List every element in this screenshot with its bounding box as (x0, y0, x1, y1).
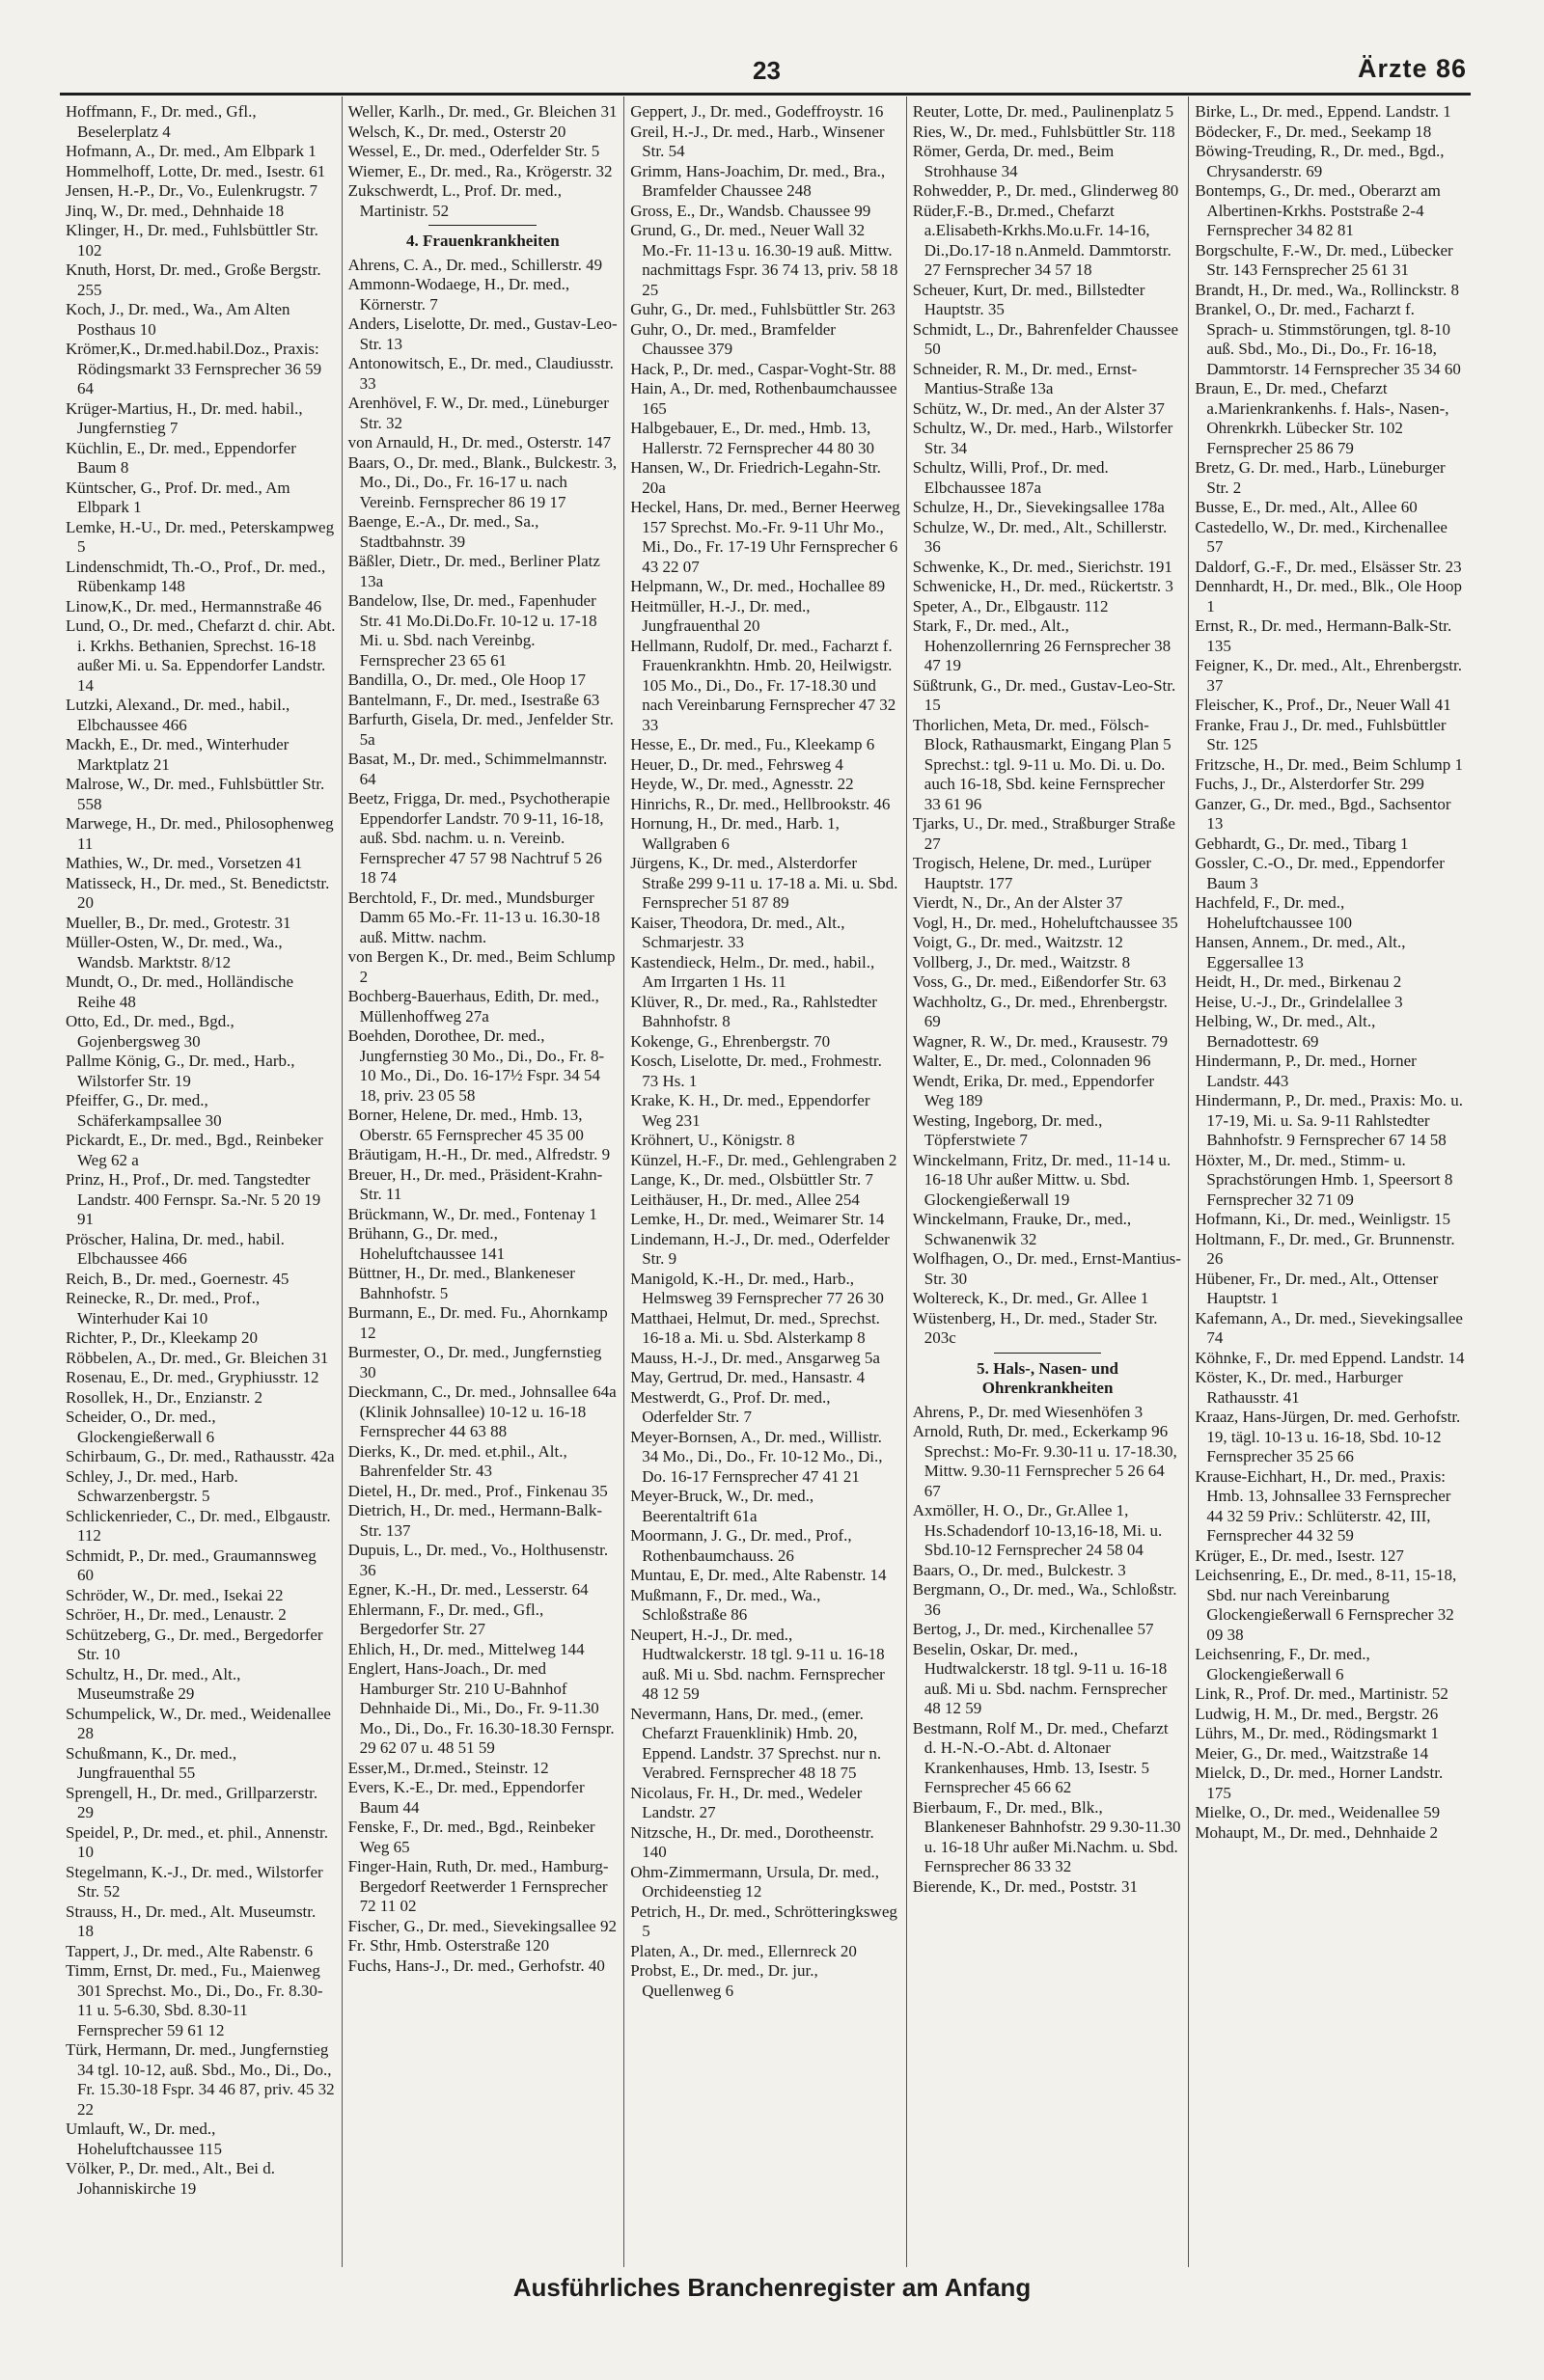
directory-entry: Schröer, H., Dr. med., Lenaustr. 2 (66, 1605, 287, 1624)
directory-entry: Fenske, F., Dr. med., Bgd., Reinbeker Weg 65 (347, 1818, 595, 1856)
directory-entry: Hansen, W., Dr. Friedrich-Legahn-Str. 20a (630, 458, 881, 497)
directory-entry: Lindemann, H.-J., Dr. med., Oderfelder Str. 9 (630, 1229, 890, 1268)
directory-entry: Wessel, E., Dr. med., Oderfelder Str. 5 (347, 142, 600, 160)
directory-entry: Krüger-Martius, H., Dr. med. habil., Jungfernstieg 7 (66, 398, 303, 437)
directory-entry: Schirbaum, G., Dr. med., Rathausstr. 42a (66, 1447, 335, 1465)
directory-entry: Hofmann, Ki., Dr. med., Weinligstr. 15 (1195, 1210, 1451, 1228)
directory-entry: Mestwerdt, G., Prof. Dr. med., Oderfelder Str. 7 (630, 1387, 831, 1426)
directory-entry: Welsch, K., Dr. med., Osterstr 20 (347, 122, 566, 141)
running-head: Ärzte 86 (1357, 54, 1467, 83)
directory-entry: Muntau, E, Dr. med., Alte Rabenstr. 14 (630, 1566, 887, 1584)
directory-entry: Mackh, E., Dr. med., Winterhuder Marktplatz 21 (66, 735, 290, 774)
directory-entry: Dierks, K., Dr. med. et.phil., Alt., Bahrenfelder Str. 43 (347, 1441, 567, 1480)
directory-entry: Reinecke, R., Dr. med., Prof., Winterhuder Kai 10 (66, 1289, 261, 1327)
directory-entry: Krause-Eichhart, H., Dr. med., Praxis: Hmb. 13, Johnsallee 33 Fernsprecher 44 32 59 Priv.: Schlüterstr. 42, III, Fernsprecher 44 32 59 (1195, 1466, 1451, 1545)
directory-entry: Malrose, W., Dr. med., Fuhlsbüttler Str. 558 (66, 775, 325, 813)
directory-entry: Leichsenring, F., Dr. med., Glockengießerwall 6 (1195, 1645, 1370, 1683)
directory-entry: Bierbaum, F., Dr. med., Blk., Blankeneser Bahnhofstr. 29 9.30-11.30 u. 16-18 Uhr außer Mi.Nachm. u. Sbd. Fernsprecher 86 33 32 (912, 1797, 1181, 1875)
directory-entry: Völker, P., Dr. med., Alt., Bei d. Johanniskirche 19 (66, 2159, 276, 2198)
directory-entry: Schumpelick, W., Dr. med., Weidenallee 28 (66, 1704, 331, 1742)
directory-entry: Barfurth, Gisela, Dr. med., Jenfelder Str. 5a (347, 710, 614, 749)
directory-entry: Link, R., Prof. Dr. med., Martinistr. 52 (1195, 1684, 1448, 1703)
directory-entry: Probst, E., Dr. med., Dr. jur., Quellenweg 6 (630, 1961, 818, 2000)
directory-entry: Nicolaus, Fr. H., Dr. med., Wedeler Landstr. 27 (630, 1783, 863, 1821)
directory-entry: Bäßler, Dietr., Dr. med., Berliner Platz 13a (347, 552, 600, 590)
directory-entry: Speidel, P., Dr. med., et. phil., Annenstr. 10 (66, 1822, 328, 1861)
directory-entry: Bochberg-Bauerhaus, Edith, Dr. med., Müllenhoffweg 27a (347, 987, 599, 1026)
directory-entry: Baars, O., Dr. med., Blank., Bulckestr. 3, Mo., Di., Do., Fr. 16-17 u. nach Vereinb. Fernsprecher 86 19 17 (347, 452, 618, 511)
directory-entry: Westing, Ingeborg, Dr. med., Töpferstwiete 7 (912, 1110, 1103, 1149)
directory-entry: Meyer-Bruck, W., Dr. med., Beerentaltrift 61a (630, 1487, 814, 1525)
directory-entry: Klüver, R., Dr. med., Ra., Rahlstedter Bahnhofstr. 8 (630, 992, 877, 1030)
directory-entry: Pfeiffer, G., Dr. med., Schäferkampsallee 30 (66, 1091, 222, 1130)
directory-entry: Dieckmann, C., Dr. med., Johnsallee 64a (Klinik Johnsallee) 10-12 u. 16-18 Fernsprecher 44 63 88 (347, 1382, 617, 1440)
directory-entry: Winckelmann, Fritz, Dr. med., 11-14 u. 16-18 Uhr außer Mittw. u. Sbd. Glockengießerwall 19 (912, 1150, 1172, 1209)
directory-entry: Kafemann, A., Dr. med., Sievekingsallee 74 (1195, 1308, 1463, 1347)
directory-entry: Schley, J., Dr. med., Harb. Schwarzenbergstr. 5 (66, 1466, 238, 1505)
directory-entry: Mundt, O., Dr. med., Holländische Reihe 48 (66, 972, 294, 1011)
directory-entry: Rosenau, E., Dr. med., Gryphiusstr. 12 (66, 1368, 319, 1386)
directory-entry: Schultz, Willi, Prof., Dr. med. Elbchaussee 187a (912, 458, 1109, 497)
directory-entry: Bergmann, O., Dr. med., Wa., Schloßstr. 36 (912, 1580, 1177, 1619)
column-5 (1188, 96, 1471, 2267)
directory-entry: Mielck, D., Dr. med., Horner Landstr. 175 (1195, 1764, 1444, 1802)
directory-entry: Borgschulte, F.-W., Dr. med., Lübecker Str. 143 Fernsprecher 25 61 31 (1195, 240, 1453, 279)
directory-entry: Castedello, W., Dr. med., Kirchenallee 57 (1195, 517, 1448, 556)
directory-entry: Meyer-Bornsen, A., Dr. med., Willistr. 34 Mo., Di., Do., Fr. 10-12 Mo., Di., Do. 16-17 Fernsprecher 47 41 21 (630, 1427, 883, 1486)
directory-entry: Anders, Liselotte, Dr. med., Gustav-Leo-Str. 13 (347, 315, 618, 353)
directory-entry: Fritzsche, H., Dr. med., Beim Schlump 1 (1195, 754, 1464, 774)
directory-entry: Fischer, G., Dr. med., Sievekingsallee 92 (347, 1916, 617, 1935)
directory-entry: Scheider, O., Dr. med., Glockengießerwall 6 (66, 1408, 216, 1446)
directory-entry: Höxter, M., Dr. med., Stimm- u. Sprachstörungen Hmb. 1, Speersort 8 Fernsprecher 32 71 09 (1195, 1150, 1453, 1209)
directory-entry: Franke, Frau J., Dr. med., Fuhlsbüttler Str. 125 (1195, 715, 1447, 753)
directory-entry: Timm, Ernst, Dr. med., Fu., Maienweg 301 Sprechst. Mo., Di., Do., Fr. 8.30-11 u. 5-6.30, Sbd. 8.30-11 Fernsprecher 59 61 12 (66, 1961, 323, 2039)
directory-entry: Ganzer, G., Dr. med., Bgd., Sachsentor 13 (1195, 794, 1451, 833)
directory-entry: Speter, A., Dr., Elbgaustr. 112 (912, 596, 1109, 616)
directory-entry: Pallme König, G., Dr. med., Harb., Wilstorfer Str. 19 (66, 1052, 295, 1090)
directory-entry: Geppert, J., Dr. med., Godeffroystr. 16 (630, 102, 884, 121)
directory-entry: Basat, M., Dr. med., Schimmelmannstr. 64 (347, 750, 608, 788)
directory-entry: Heidt, H., Dr. med., Birkenau 2 (1195, 972, 1402, 991)
directory-entry: Wendt, Erika, Dr. med., Eppendorfer Weg 189 (912, 1071, 1155, 1109)
directory-entry: Bräutigam, H.-H., Dr. med., Alfredstr. 9 (347, 1145, 611, 1163)
directory-entry: Kokenge, G., Ehrenbergstr. 70 (630, 1031, 831, 1051)
directory-entry: Gossler, C.-O., Dr. med., Eppendorfer Baum 3 (1195, 854, 1445, 892)
directory-entry: Hain, A., Dr. med, Rothenbaumchaussee 165 (630, 379, 897, 418)
directory-entry: Brankel, O., Dr. med., Facharzt f. Sprach- u. Stimmstörungen, tgl. 8-10 auß. Sbd., Mo., Di., Do., Fr. 16-18, Dammtorstr. 14 Fernsprecher 35 34 60 (1195, 300, 1461, 378)
directory-entry: Fleischer, K., Prof., Dr., Neuer Wall 41 (1195, 696, 1451, 714)
directory-entry: Bödecker, F., Dr. med., Seekamp 18 (1195, 122, 1432, 141)
directory-entry: Klinger, H., Dr. med., Fuhlsbüttler Str. 102 (66, 221, 318, 260)
header-rule (60, 93, 1471, 96)
directory-entry: Türk, Hermann, Dr. med., Jungfernstieg 34 tgl. 10-12, auß. Sbd., Mo., Di., Do., Fr. 15.30-18 Fspr. 34 46 87, priv. 45 32 22 (66, 2040, 335, 2119)
directory-entry: Schmidt, L., Dr., Bahrenfelder Chaussee 50 (912, 319, 1179, 358)
directory-entry: Brückmann, W., Dr. med., Fontenay 1 (347, 1204, 597, 1223)
directory-entry: Bierende, K., Dr. med., Poststr. 31 (912, 1876, 1139, 1896)
directory-entry: Heitmüller, H.-J., Dr. med., Jungfrauenthal 20 (630, 596, 811, 635)
directory-entry: Schlickenrieder, C., Dr. med., Elbgaustr. 112 (66, 1506, 331, 1545)
directory-entry: Neupert, H.-J., Dr. med., Hudtwalckerstr. 18 tgl. 9-11 u. 16-18 auß. Mi u. Sbd. nachm. Fernsprecher 48 12 59 (630, 1625, 885, 1703)
directory-entry: Dupuis, L., Dr. med., Vo., Holthusenstr. 36 (347, 1541, 609, 1579)
directory-entry: Böwing-Treuding, R., Dr. med., Bgd., Chrysanderstr. 69 (1195, 142, 1445, 180)
directory-entry: Rosollek, H., Dr., Enzianstr. 2 (66, 1387, 262, 1407)
directory-entry: Tappert, J., Dr. med., Alte Rabenstr. 6 (66, 1941, 314, 1960)
directory-entry: Trogisch, Helene, Dr. med., Lurüper Hauptstr. 177 (912, 854, 1152, 892)
directory-entry: Baenge, E.-A., Dr. med., Sa., Stadtbahnstr. 39 (347, 512, 539, 551)
directory-entry: Esser,M., Dr.med., Steinstr. 12 (347, 1758, 549, 1777)
directory-entry: Knuth, Horst, Dr. med., Große Bergstr. 255 (66, 260, 321, 299)
directory-entry: Krüger, E., Dr. med., Isestr. 127 (1195, 1546, 1404, 1565)
directory-entry: Mußmann, F., Dr. med., Wa., Schloßstraße 86 (630, 1585, 821, 1624)
directory-entry: Krömer,K., Dr.med.habil.Doz., Praxis: Rödingsmarkt 33 Fernsprecher 36 59 64 (66, 340, 322, 397)
directory-entry: Hinrichs, R., Dr. med., Hellbrookstr. 46 (630, 794, 891, 813)
directory-entry: Otto, Ed., Dr. med., Bgd., Gojenbergsweg 30 (66, 1012, 234, 1051)
directory-entry: Birke, L., Dr. med., Eppend. Landstr. 1 (1195, 102, 1451, 121)
directory-entry: Richter, P., Dr., Kleekamp 20 (66, 1328, 259, 1347)
directory-entry: Voigt, G., Dr. med., Waitzstr. 12 (912, 933, 1123, 951)
directory-entry: Pickardt, E., Dr. med., Bgd., Reinbeker Weg 62 a (66, 1131, 323, 1169)
directory-entry: Wagner, R. W., Dr. med., Krausestr. 79 (912, 1031, 1169, 1051)
directory-entry: Vogl, H., Dr. med., Hoheluftchaussee 35 (912, 913, 1178, 932)
directory-entry: Woltereck, K., Dr. med., Gr. Allee 1 (912, 1289, 1149, 1307)
directory-entry: Voss, G., Dr. med., Eißendorfer Str. 63 (912, 972, 1167, 991)
directory-entry: Kosch, Liselotte, Dr. med., Frohmestr. 73 Hs. 1 (630, 1052, 882, 1090)
directory-entry: Koch, J., Dr. med., Wa., Am Alten Posthaus 10 (66, 300, 290, 339)
column-3 (623, 96, 906, 2267)
directory-entry: Matisseck, H., Dr. med., St. Benedictstr. 20 (66, 873, 330, 912)
directory-entry: Lührs, M., Dr. med., Rödingsmarkt 1 (1195, 1724, 1440, 1742)
directory-entry: Manigold, K.-H., Dr. med., Harb., Helmsweg 39 Fernsprecher 77 26 30 (630, 1269, 884, 1307)
directory-entry: Winckelmann, Frauke, Dr., med., Schwanenwik 32 (912, 1210, 1132, 1248)
directory-entry: Heuer, D., Dr. med., Fehrsweg 4 (630, 754, 843, 774)
directory-entry: Hommelhoff, Lotte, Dr. med., Isestr. 61 (66, 161, 326, 180)
directory-entry: Schultz, W., Dr. med., Harb., Wilstorfer Str. 34 (912, 419, 1173, 457)
directory-entry: Vollberg, J., Dr. med., Waitzstr. 8 (912, 952, 1131, 971)
directory-entry: Sprengell, H., Dr. med., Grillparzerstr. 29 (66, 1783, 318, 1821)
directory-entry: Helbing, W., Dr. med., Alt., Bernadottestr. 69 (1195, 1012, 1376, 1051)
directory-entry: Petrich, H., Dr. med., Schrötteringksweg 5 (630, 1901, 897, 1940)
directory-entry: Englert, Hans-Joach., Dr. med Hamburger Str. 210 U-Bahnhof Dehnhaide Di., Mi., Do., Fr. 9-11.30 Mo., Di., Do., Fr. 16.30-18.30 Fernspr. 29 62 07 u. 48 51 59 (347, 1659, 615, 1757)
directory-entry: Berchtold, F., Dr. med., Mundsburger Damm 65 Mo.-Fr. 11-13 u. 16.30-18 auß. Mittw. nachm. (347, 888, 600, 946)
directory-entry: Hübener, Fr., Dr. med., Alt., Ottenser Hauptstr. 1 (1195, 1269, 1439, 1307)
directory-entry: Matthaei, Helmut, Dr. med., Sprechst. 16-18 a. Mi. u. Sbd. Alsterkamp 8 (630, 1308, 880, 1347)
directory-entry: Schwenke, K., Dr. med., Sierichstr. 191 (912, 557, 1172, 576)
directory-entry: Ahrens, C. A., Dr. med., Schillerstr. 49 (347, 255, 603, 274)
directory-entry: Ammonn-Wodaege, H., Dr. med., Körnerstr. 7 (347, 275, 570, 314)
directory-entry: Ehlich, H., Dr. med., Mittelweg 144 (347, 1639, 585, 1658)
directory-entry: Stegelmann, K.-J., Dr. med., Wilstorfer Str. 52 (66, 1862, 323, 1901)
directory-entry: Ehlermann, F., Dr. med., Gfl., Bergedorfer Str. 27 (347, 1600, 544, 1638)
directory-entry: Schulze, W., Dr. med., Alt., Schillerstr. 36 (912, 517, 1168, 556)
directory-entry: Küntscher, G., Prof. Dr. med., Am Elbpark 1 (66, 478, 290, 516)
directory-entry: Leithäuser, H., Dr. med., Allee 254 (630, 1190, 860, 1209)
directory-entry: Arnold, Ruth, Dr. med., Eckerkamp 96 Sprechst.: Mo-Fr. 9.30-11 u. 17-18.30, Mittw. 9.30-11 Fernsprecher 5 26 64 67 (912, 1422, 1177, 1500)
directory-entry: Beselin, Oskar, Dr. med., Hudtwalckerstr. 18 tgl. 9-11 u. 16-18 auß. Mi u. Sbd. nachm. Fernsprecher 48 12 59 (912, 1639, 1168, 1717)
directory-entry: Leichsenring, E., Dr. med., 8-11, 15-18, Sbd. nur nach Vereinbarung Glockengießerwall 6 Fernsprecher 32 09 38 (1195, 1566, 1457, 1644)
directory-entry: Greil, H.-J., Dr. med., Harb., Winsener Str. 54 (630, 122, 885, 160)
directory-entry: Mueller, B., Dr. med., Grotestr. 31 (66, 913, 291, 932)
directory-entry: Süßtrunk, G., Dr. med., Gustav-Leo-Str. 15 (912, 675, 1176, 714)
directory-entry: Weller, Karlh., Dr. med., Gr. Bleichen 31 (347, 102, 618, 121)
directory-entry: Fr. Sthr, Hmb. Osterstraße 120 (347, 1936, 550, 1955)
directory-entry: Baars, O., Dr. med., Bulckestr. 3 (912, 1560, 1126, 1579)
directory-entry: Thorlichen, Meta, Dr. med., Fölsch-Block, Rathausmarkt, Eingang Plan 5 Sprechst.: tgl. 9-11 u. Mo. Di. u. Do. auch 16-18, Sbd. keine Fernsprecher 33 61 96 (912, 715, 1172, 813)
column-1 (60, 96, 342, 2267)
directory-entry: Heise, U.-J., Dr., Grindelallee 3 (1195, 992, 1403, 1011)
directory-entry: Helpmann, W., Dr. med., Hochallee 89 (630, 577, 886, 595)
directory-entry: Kaiser, Theodora, Dr. med., Alt., Schmarjestr. 33 (630, 913, 845, 951)
directory-entry: Heyde, W., Dr. med., Agnesstr. 22 (630, 775, 854, 793)
directory-entry: Röbbelen, A., Dr. med., Gr. Bleichen 31 (66, 1348, 329, 1367)
section-rule (994, 1353, 1102, 1354)
directory-entry: Kröhnert, U., Königstr. 8 (630, 1131, 795, 1149)
directory-entry: Bantelmann, F., Dr. med., Isestraße 63 (347, 690, 600, 709)
directory-entry: Meier, G., Dr. med., Waitzstraße 14 (1195, 1743, 1429, 1763)
directory-entry: Schultz, H., Dr. med., Alt., Museumstraße 29 (66, 1664, 241, 1703)
directory-entry: Prinz, H., Prof., Dr. med. Tangstedter Landstr. 400 Fernspr. Sa.-Nr. 5 20 19 91 (66, 1170, 321, 1228)
directory-entry: Nitzsche, H., Dr. med., Dorotheenstr. 140 (630, 1822, 874, 1861)
page-number: 23 (753, 56, 781, 85)
directory-entry: Schützeberg, G., Dr. med., Bergedorfer Str. 10 (66, 1625, 323, 1663)
directory-entry: Bandelow, Ilse, Dr. med., Fapenhuder Str. 41 Mo.Di.Do.Fr. 10-12 u. 17-18 Mi. u. Sbd. nach Vereinbg. Fernsprecher 23 65 61 (347, 591, 597, 670)
directory-entry: Schröder, W., Dr. med., Isekai 22 (66, 1585, 284, 1604)
directory-entry: Scheuer, Kurt, Dr. med., Billstedter Hauptstr. 35 (912, 280, 1145, 318)
directory-entry: Wüstenberg, H., Dr. med., Stader Str. 203c (912, 1308, 1158, 1347)
directory-entry: von Arnauld, H., Dr. med., Osterstr. 147 (347, 433, 612, 451)
column-4 (906, 96, 1189, 2267)
directory-entry: Jinq, W., Dr. med., Dehnhaide 18 (66, 201, 285, 220)
directory-entry: Umlauft, W., Dr. med., Hoheluftchaussee 115 (66, 2120, 222, 2158)
directory-entry: Hack, P., Dr. med., Caspar-Voght-Str. 88 (630, 359, 896, 378)
directory-entry: Küchlin, E., Dr. med., Eppendorfer Baum 8 (66, 438, 296, 477)
directory-entry: Lindenschmidt, Th.-O., Prof., Dr. med., Rübenkamp 148 (66, 557, 326, 595)
directory-entry: Finger-Hain, Ruth, Dr. med., Hamburg-Bergedorf Reetwerder 1 Fernsprecher 72 11 02 (347, 1857, 609, 1915)
directory-entry: Schütz, W., Dr. med., An der Alster 37 (912, 398, 1165, 418)
directory-entry: Daldorf, G.-F., Dr. med., Elsässer Str. 23 (1195, 557, 1462, 576)
directory-entry: Antonowitsch, E., Dr. med., Claudiusstr. 33 (347, 354, 614, 393)
directory-entry: Strauss, H., Dr. med., Alt. Museumstr. 18 (66, 1901, 317, 1940)
directory-entry: Hindermann, P., Dr. med., Horner Landstr. 443 (1195, 1052, 1417, 1090)
directory-entry: Kastendieck, Helm., Dr. med., habil., Am Irrgarten 1 Hs. 11 (630, 952, 875, 991)
directory-entry: Beetz, Frigga, Dr. med., Psychotherapie Eppendorfer Landstr. 70 9-11, 16-18, auß. Sbd. nachm. u. n. Vereinb. Fernsprecher 47 57 98 Nachtruf 5 26 18 74 (347, 789, 611, 887)
directory-entry: von Bergen K., Dr. med., Beim Schlump 2 (347, 947, 616, 986)
directory-entry: Schußmann, K., Dr. med., Jungfrauenthal 55 (66, 1743, 237, 1782)
directory-entry: Krake, K. H., Dr. med., Eppendorfer Weg 231 (630, 1091, 870, 1130)
directory-entry: Axmöller, H. O., Dr., Gr.Allee 1, Hs.Schadendorf 10-13,16-18, Mi. u. Sbd.10-12 Fernsprecher 24 58 04 (912, 1501, 1163, 1559)
directory-entry: Mauss, H.-J., Dr. med., Ansgarweg 5a (630, 1348, 880, 1367)
directory-entry: Evers, K.-E., Dr. med., Eppendorfer Baum 44 (347, 1778, 585, 1817)
directory-entry: Jürgens, K., Dr. med., Alsterdorfer Straße 299 9-11 u. 17-18 a. Mi. u. Sbd. Fernsprecher 51 87 89 (630, 854, 898, 912)
directory-entry: Grimm, Hans-Joachim, Dr. med., Bra., Bramfelder Chaussee 248 (630, 161, 886, 200)
directory-entry: Wiemer, E., Dr. med., Ra., Krögerstr. 32 (347, 161, 613, 180)
directory-entry: Tjarks, U., Dr. med., Straßburger Straße 27 (912, 814, 1175, 853)
directory-entry: Lemke, H.-U., Dr. med., Peterskampweg 5 (66, 517, 335, 556)
section-heading: 5. Hals-, Nasen- und Ohrenkrankheiten (977, 1358, 1119, 1397)
directory-entry: Schulze, H., Dr., Sievekingsallee 178a (912, 498, 1165, 516)
directory-entry: Römer, Gerda, Dr. med., Beim Strohhause 34 (912, 142, 1115, 180)
directory-entry: Holtmann, F., Dr. med., Gr. Brunnenstr. 26 (1195, 1229, 1455, 1268)
directory-entry: Ernst, R., Dr. med., Hermann-Balk-Str. 135 (1195, 616, 1452, 655)
directory-entry: Breuer, H., Dr. med., Präsident-Krahn-Str. 11 (347, 1164, 603, 1203)
directory-entry: Gebhardt, G., Dr. med., Tibarg 1 (1195, 834, 1409, 853)
directory-entry: Stark, F., Dr. med., Alt., Hohenzollernring 26 Fernsprecher 38 47 19 (912, 616, 1172, 674)
directory-entry: Egner, K.-H., Dr. med., Lesserstr. 64 (347, 1580, 589, 1599)
directory-entry: Ahrens, P., Dr. med Wiesenhöfen 3 (912, 1402, 1144, 1421)
directory-entry: Mathies, W., Dr. med., Vorsetzen 41 (66, 854, 303, 872)
directory-entry: Hellmann, Rudolf, Dr. med., Facharzt f. Frauenkrankhtn. Hmb. 20, Heilwigstr. 105 Mo., Di., Do., Fr. 17-18.30 und nach Vereinbarung Fernsprecher 47 32 33 (630, 636, 896, 734)
directory-entry: Dietrich, H., Dr. med., Hermann-Balk-Str. 137 (347, 1501, 603, 1540)
directory-entry: Guhr, G., Dr. med., Fuhlsbüttler Str. 263 (630, 300, 896, 318)
directory-entry: Brandt, H., Dr. med., Wa., Rollinckstr. 8 (1195, 280, 1459, 299)
directory-entry: Bertog, J., Dr. med., Kirchenallee 57 (912, 1620, 1154, 1638)
directory-entry: May, Gertrud, Dr. med., Hansastr. 4 (630, 1368, 866, 1386)
directory-entry: Köhnke, F., Dr. med Eppend. Landstr. 14 (1195, 1348, 1465, 1367)
directory-entry: Müller-Osten, W., Dr. med., Wa., Wandsb. Marktstr. 8/12 (66, 933, 283, 971)
directory-entry: Schneider, R. M., Dr. med., Ernst-Mantius-Straße 13a (912, 359, 1138, 397)
directory-entry: Köster, K., Dr. med., Harburger Rathausstr. 41 (1195, 1368, 1403, 1407)
directory-columns (60, 96, 1471, 2267)
directory-entry: Bretz, G. Dr. med., Harb., Lüneburger Str. 2 (1195, 458, 1446, 497)
directory-entry: Grund, G., Dr. med., Neuer Wall 32 Mo.-Fr. 11-13 u. 16.30-19 auß. Mittw. nachmittags Fspr. 36 74 13, priv. 58 18 25 (630, 221, 898, 299)
directory-entry: Hornung, H., Dr. med., Harb. 1, Wallgraben 6 (630, 814, 840, 853)
directory-entry: Halbgebauer, E., Dr. med., Hmb. 13, Hallerstr. 72 Fernsprecher 44 80 30 (630, 419, 874, 457)
directory-entry: Hachfeld, F., Dr. med., Hoheluftchaussee 100 (1195, 893, 1352, 932)
directory-entry: Burmester, O., Dr. med., Jungfernstieg 30 (347, 1343, 602, 1381)
directory-entry: Moormann, J. G., Dr. med., Prof., Rothenbaumchauss. 26 (630, 1526, 852, 1565)
directory-entry: Hesse, E., Dr. med., Fu., Kleekamp 6 (630, 735, 875, 753)
directory-entry: Ohm-Zimmermann, Ursula, Dr. med., Orchideenstieg 12 (630, 1862, 879, 1901)
directory-entry: Mohaupt, M., Dr. med., Dehnhaide 2 (1195, 1822, 1439, 1842)
directory-entry: Boehden, Dorothee, Dr. med., Jungfernstieg 30 Mo., Di., Do., Fr. 8-10 Mo., Di., Do. 16-17½ Fspr. 34 54 18, priv. 23 05 58 (347, 1026, 605, 1105)
directory-entry: Ries, W., Dr. med., Fuhlsbüttler Str. 118 (912, 122, 1175, 141)
directory-entry: Feigner, K., Dr. med., Alt., Ehrenbergstr. 37 (1195, 656, 1463, 695)
directory-entry: Jensen, H.-P., Dr., Vo., Eulenkrugstr. 7 (66, 181, 317, 200)
directory-entry: Burmann, E., Dr. med. Fu., Ahornkamp 12 (347, 1303, 608, 1342)
directory-entry: Wachholtz, G., Dr. med., Ehrenbergstr. 69 (912, 992, 1168, 1030)
directory-entry: Büttner, H., Dr. med., Blankeneser Bahnhofstr. 5 (347, 1264, 575, 1302)
directory-entry: Platen, A., Dr. med., Ellernreck 20 (630, 1941, 857, 1960)
directory-entry: Bestmann, Rolf M., Dr. med., Chefarzt d. H.-N.-O.-Abt. d. Altonaer Krankenhauses, Hmb. 13, Isestr. 5 Fernsprecher 45 66 62 (912, 1718, 1169, 1796)
directory-entry: Marwege, H., Dr. med., Philosophenweg 11 (66, 814, 334, 853)
directory-entry: Heckel, Hans, Dr. med., Berner Heerweg 157 Sprechst. Mo.-Fr. 9-11 Uhr Mo., Mi., Do., Fr. 17-19 Uhr Fernsprecher 6 43 22 07 (630, 498, 900, 576)
directory-entry: Lemke, H., Dr. med., Weimarer Str. 14 (630, 1210, 885, 1228)
directory-entry: Bontemps, G., Dr. med., Oberarzt am Albertinen-Krkhs. Poststraße 2-4 Fernsprecher 34 82 81 (1195, 181, 1441, 239)
directory-entry: Fuchs, J., Dr., Alsterdorfer Str. 299 (1195, 775, 1424, 793)
directory-entry: Dietel, H., Dr. med., Prof., Finkenau 35 (347, 1481, 608, 1500)
directory-entry: Zukschwerdt, L., Prof. Dr. med., Martinistr. 52 (347, 181, 563, 220)
footer-note: Ausführliches Branchenregister am Anfang (512, 2273, 1032, 2302)
directory-entry: Hansen, Annem., Dr. med., Alt., Eggersallee 13 (1195, 933, 1406, 971)
directory-entry: Schwenicke, H., Dr. med., Rückertstr. 3 (912, 577, 1173, 595)
directory-entry: Lund, O., Dr. med., Chefarzt d. chir. Abt. i. Krkhs. Bethanien, Sprechst. 16-18 außer Mi. u. Sa. Eppendorfer Landstr. 14 (66, 616, 336, 695)
directory-entry: Nevermann, Hans, Dr. med., (emer. Chefarzt Frauenklinik) Hmb. 20, Eppend. Landstr. 37 Sprechst. nur n. Verabred. Fernsprecher 48 18 75 (630, 1704, 882, 1782)
directory-entry: Fuchs, Hans-J., Dr. med., Gerhofstr. 40 (347, 1956, 605, 1975)
directory-entry: Vierdt, N., Dr., An der Alster 37 (912, 893, 1123, 912)
directory-entry: Rüder,F.-B., Dr.med., Chefarzt a.Elisabeth-Krkhs.Mo.u.Fr. 14-16, Di.,Do.17-18 n.Anmeld. Dammtorstr. 27 Fernsprecher 34 57 18 (912, 201, 1172, 279)
directory-entry: Guhr, O., Dr. med., Bramfelder Chaussee 379 (630, 319, 836, 358)
directory-entry: Arenhövel, F. W., Dr. med., Lüneburger Str. 32 (347, 394, 609, 432)
directory-entry: Dennhardt, H., Dr. med., Blk., Ole Hoop 1 (1195, 577, 1463, 616)
directory-entry: Gross, E., Dr., Wandsb. Chaussee 99 (630, 201, 871, 220)
section-rule (428, 225, 537, 226)
section-heading: 4. Frauenkrankheiten (406, 232, 560, 250)
directory-entry: Mielke, O., Dr. med., Weidenallee 59 (1195, 1803, 1441, 1821)
directory-entry: Borner, Helene, Dr. med., Hmb. 13, Oberstr. 65 Fernsprecher 45 35 00 (347, 1106, 584, 1144)
directory-entry: Linow,K., Dr. med., Hermannstraße 46 (66, 596, 322, 616)
directory-entry: Reich, B., Dr. med., Goernestr. 45 (66, 1269, 290, 1288)
directory-entry: Lutzki, Alexand., Dr. med., habil., Elbchaussee 466 (66, 696, 290, 734)
directory-entry: Schmidt, P., Dr. med., Graumannsweg 60 (66, 1546, 317, 1584)
directory-entry: Hoffmann, F., Dr. med., Gfl., Beselerplatz 4 (66, 102, 257, 141)
directory-entry: Hofmann, A., Dr. med., Am Elbpark 1 (66, 142, 317, 160)
directory-entry: Walter, E., Dr. med., Colonnaden 96 (912, 1052, 1151, 1070)
directory-entry: Bandilla, O., Dr. med., Ole Hoop 17 (347, 670, 587, 689)
directory-entry: Rohwedder, P., Dr. med., Glinderweg 80 (912, 181, 1179, 200)
directory-entry: Lange, K., Dr. med., Olsbüttler Str. 7 (630, 1170, 873, 1189)
directory-entry: Busse, E., Dr. med., Alt., Allee 60 (1195, 498, 1418, 516)
directory-entry: Pröscher, Halina, Dr. med., habil. Elbchaussee 466 (66, 1229, 285, 1268)
directory-entry: Wolfhagen, O., Dr. med., Ernst-Mantius-Str. 30 (912, 1249, 1181, 1288)
directory-entry: Brühann, G., Dr. med., Hoheluftchaussee 141 (347, 1224, 506, 1263)
directory-entry: Künzel, H.-F., Dr. med., Gehlengraben 2 (630, 1150, 897, 1169)
directory-entry: Kraaz, Hans-Jürgen, Dr. med. Gerhofstr. 19, tägl. 10-13 u. 16-18, Sbd. 10-12 Fernsprecher 35 25 66 (1195, 1408, 1461, 1465)
directory-entry: Ludwig, H. M., Dr. med., Bergstr. 26 (1195, 1704, 1439, 1723)
directory-entry: Braun, E., Dr. med., Chefarzt a.Marienkrankenhs. f. Hals-, Nasen-, Ohrenkrkh. Lübecker Str. 102 Fernsprecher 25 86 79 (1195, 379, 1449, 457)
column-2 (342, 96, 624, 2267)
directory-entry: Hindermann, P., Dr. med., Praxis: Mo. u. 17-19, Mi. u. Sa. 9-11 Rahlstedter Bahnhofstr. 9 Fernsprecher 67 14 58 (1195, 1091, 1464, 1149)
directory-entry: Reuter, Lotte, Dr. med., Paulinenplatz 5 (912, 102, 1174, 121)
